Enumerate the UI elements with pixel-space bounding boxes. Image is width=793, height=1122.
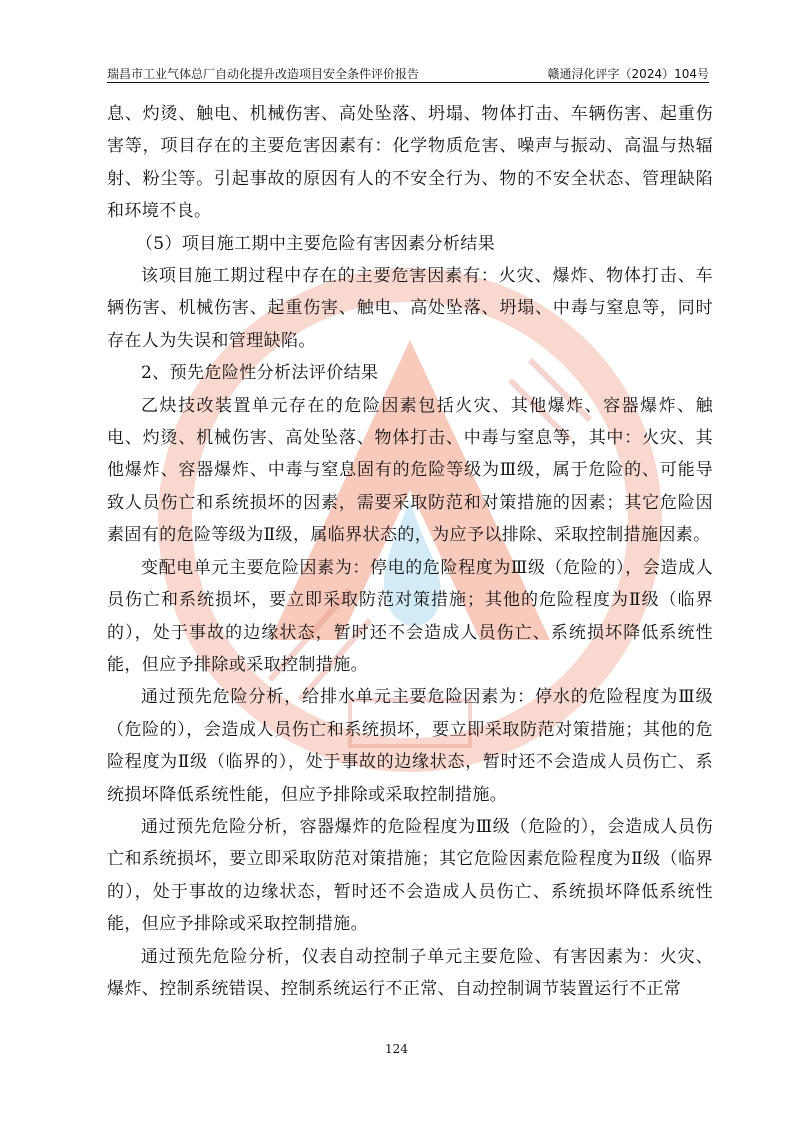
- paragraph-water-unit: 通过预先危险分析，给排水单元主要危险因素为：停水的危险程度为Ⅲ级（危险的），会造成人员伤亡和系统损坏，要立即采取防范对策措施；其他的危险程度为Ⅱ级（临界的），处于事故的边缘状态，暂时还不会造成人员伤亡、系统损坏降低系统性能，但应予排除或采取控制措施。: [107, 687, 713, 805]
- page-number: 124: [385, 1042, 408, 1056]
- paragraph-instrument-control: 通过预先危险分析，仪表自动控制子单元主要危险、有害因素为：火灾、爆炸、控制系统错误、控制系统运行不正常、自动控制调节装置运行不正常: [107, 946, 713, 999]
- document-body: [107, 98, 713, 1005]
- paragraph-substation-unit: 变配电单元主要危险因素为：停电的危险程度为Ⅲ级（危险的），会造成人员伤亡和系统损坏，要立即采取防范对策措施；其他的危险程度为Ⅱ级（临界的），处于事故的边缘状态，暂时还不会造成人员伤亡、系统损坏降低系统性能，但应予排除或采取控制措施。: [107, 557, 713, 675]
- paragraph-acetylene-unit: 乙炔技改装置单元存在的危险因素包括火灾、其他爆炸、容器爆炸、触电、灼烫、机械伤害、高处坠落、物体打击、中毒与窒息等，其中：火灾、其他爆炸、容器爆炸、中毒与窒息固有的危险等级为Ⅲ级，属于危险的、可能导致人员伤亡和系统损坏的因素，需要采取防范和对策措施的因素；其它危险因素固有的危险等级为Ⅱ级，属临界状态的，为应予以排除、采取控制措施因素。: [107, 395, 713, 546]
- paragraph-vessel-explosion: 通过预先危险分析，容器爆炸的危险程度为Ⅲ级（危险的），会造成人员伤亡和系统损坏，要立即采取防范对策措施；其它危险因素危险程度为Ⅱ级（临界的），处于事故的边缘状态，暂时还不会造成人员伤亡、系统损坏降低系统性能，但应予排除或采取控制措施。: [107, 816, 713, 935]
- page-header: [107, 64, 709, 83]
- section-heading-construction-hazards: （5）项目施工期中主要危险有害因素分析结果: [135, 233, 496, 254]
- paragraph-construction-hazards: 该项目施工期过程中存在的主要危害因素有：火灾、爆炸、物体打击、车辆伤害、机械伤害、起重伤害、触电、高处坠落、坍塌、中毒与窒息等，同时存在人为失误和管理缺陷。: [107, 266, 713, 351]
- header-document-number: 赣通浔化评字（2024）104号: [547, 67, 709, 81]
- section-heading-pha-results: 2、预先危险性分析法评价结果: [141, 363, 379, 384]
- header-report-title: 瑞昌市工业气体总厂自动化提升改造项目安全条件评价报告: [107, 67, 420, 81]
- paragraph-hazard-summary: 息、灼烫、触电、机械伤害、高处坠落、坍塌、物体打击、车辆伤害、起重伤害等，项目存在的主要危害因素有：化学物质危害、噪声与振动、高温与热辐射、粉尘等。引起事故的原因有人的不安全行为、物的不安全状态、管理缺陷和环境不良。: [107, 104, 713, 222]
